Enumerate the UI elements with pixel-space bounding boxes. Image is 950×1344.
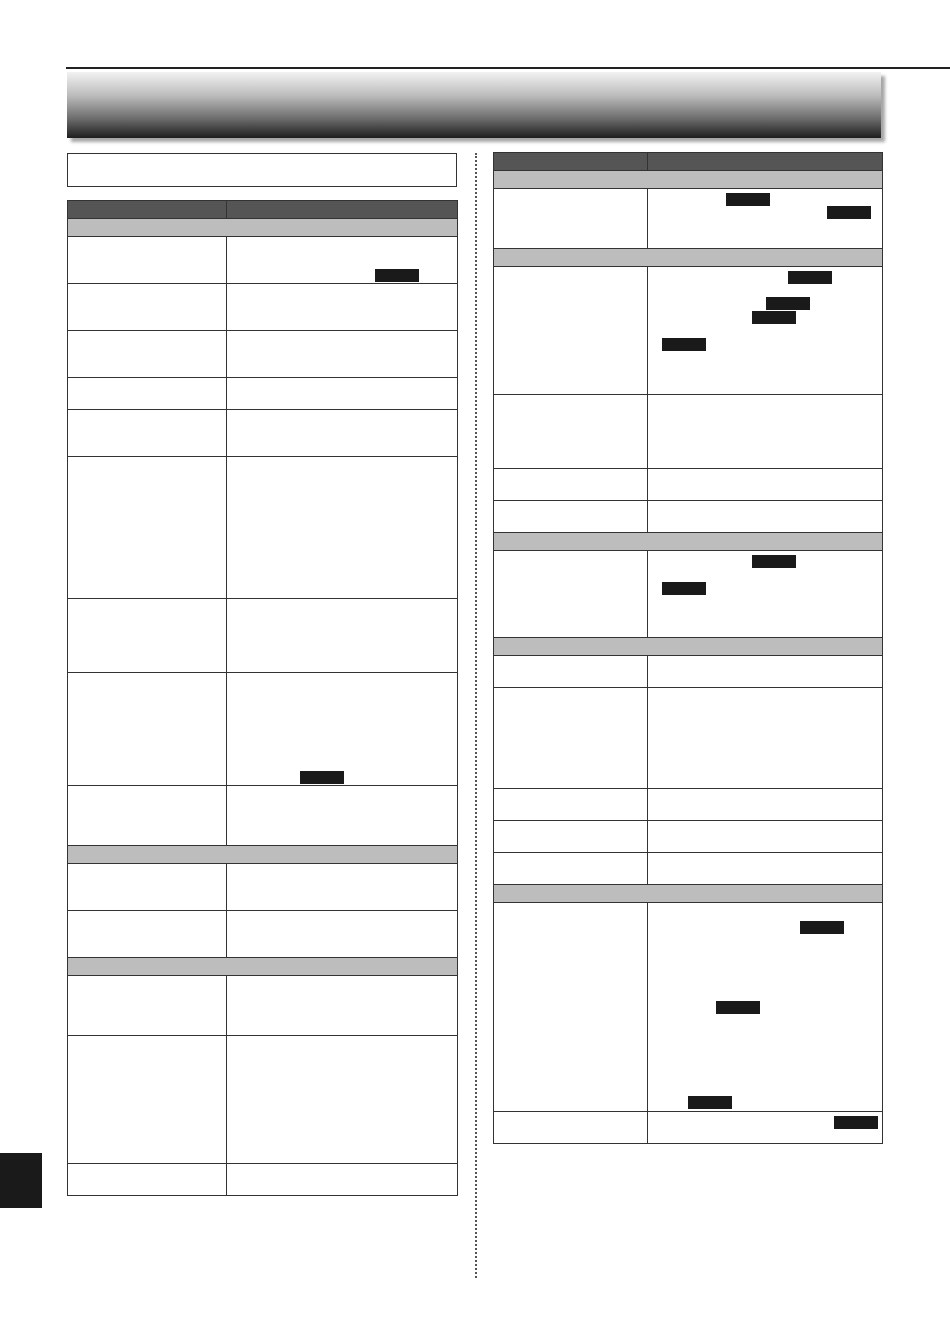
model-badge [726,193,770,206]
table-row [68,237,458,284]
table-row [494,688,883,789]
row-label [68,864,227,911]
table-header-row [494,153,883,171]
category-row [494,885,883,903]
table-row [68,284,458,331]
table-row [494,395,883,469]
model-badge [662,338,706,351]
table-row [68,599,458,673]
top-rule [66,67,950,69]
table-row [494,789,883,821]
category-row [68,219,458,237]
row-label [68,237,227,284]
row-value [648,267,883,395]
category-row [68,846,458,864]
row-value [227,378,458,410]
model-badge [752,555,796,568]
model-badge [716,1001,760,1014]
table-row [68,410,458,457]
model-badge [827,206,871,219]
row-label [494,789,648,821]
table-row [494,501,883,533]
row-value [648,688,883,789]
row-label [494,688,648,789]
model-badge [752,311,796,324]
row-label [68,331,227,378]
row-label [68,284,227,331]
row-value [227,599,458,673]
row-value [648,1112,883,1144]
row-label [494,501,648,533]
row-label [494,853,648,885]
table-row [494,189,883,249]
row-value [227,237,458,284]
category-label [494,885,883,903]
row-label [494,469,648,501]
category-label [68,846,458,864]
row-value [227,1164,458,1196]
row-value [227,786,458,846]
spec-table-right [493,152,883,1144]
note-box [67,153,457,187]
chapter-tab [0,1153,42,1208]
category-row [494,171,883,189]
spec-table-left [67,200,458,1196]
table-row [68,378,458,410]
category-label [68,958,458,976]
header-item [494,153,648,171]
table-row [494,551,883,638]
category-row [494,638,883,656]
row-value [648,551,883,638]
category-label [68,219,458,237]
row-label [68,1164,227,1196]
row-value [648,395,883,469]
row-value [648,656,883,688]
row-value [227,410,458,457]
row-label [68,1036,227,1164]
header-description [227,201,458,219]
table-row [68,1164,458,1196]
table-row [68,1036,458,1164]
table-row [494,821,883,853]
model-badge [662,582,706,595]
row-value [648,789,883,821]
row-value [227,911,458,958]
header-description [648,153,883,171]
table-row [494,1112,883,1144]
row-label [494,395,648,469]
row-label [68,673,227,786]
row-value [227,284,458,331]
row-label [68,786,227,846]
category-label [494,249,883,267]
row-label [68,976,227,1036]
category-label [494,638,883,656]
table-row [68,331,458,378]
row-value [227,1036,458,1164]
table-row [68,786,458,846]
table-row [494,267,883,395]
column-divider [475,153,477,1278]
model-badge [688,1096,732,1109]
category-label [494,171,883,189]
category-label [494,533,883,551]
row-value [227,864,458,911]
table-header-row [68,201,458,219]
table-row [68,673,458,786]
row-label [494,656,648,688]
category-row [68,958,458,976]
row-value [648,189,883,249]
row-value [648,903,883,1112]
category-row [494,533,883,551]
row-value [227,976,458,1036]
model-badge [800,921,844,934]
table-row [494,853,883,885]
model-badge [375,269,419,282]
model-badge [834,1116,878,1129]
row-value [648,821,883,853]
table-row [68,976,458,1036]
row-value [227,331,458,378]
row-value [648,501,883,533]
table-row [494,469,883,501]
table-row [494,903,883,1112]
section-title-banner [67,72,881,138]
row-label [494,267,648,395]
row-label [494,903,648,1112]
table-row [494,656,883,688]
row-label [68,410,227,457]
model-badge [766,297,810,310]
row-label [68,378,227,410]
row-label [494,551,648,638]
row-label [494,189,648,249]
model-badge [300,771,344,784]
category-row [494,249,883,267]
header-item [68,201,227,219]
row-label [68,599,227,673]
table-row [68,911,458,958]
row-label [68,911,227,958]
row-label [68,457,227,599]
table-row [68,457,458,599]
model-badge [788,271,832,284]
table-row [68,864,458,911]
row-value [227,457,458,599]
row-value [648,853,883,885]
row-value [227,673,458,786]
row-value [648,469,883,501]
row-label [494,821,648,853]
row-label [494,1112,648,1144]
